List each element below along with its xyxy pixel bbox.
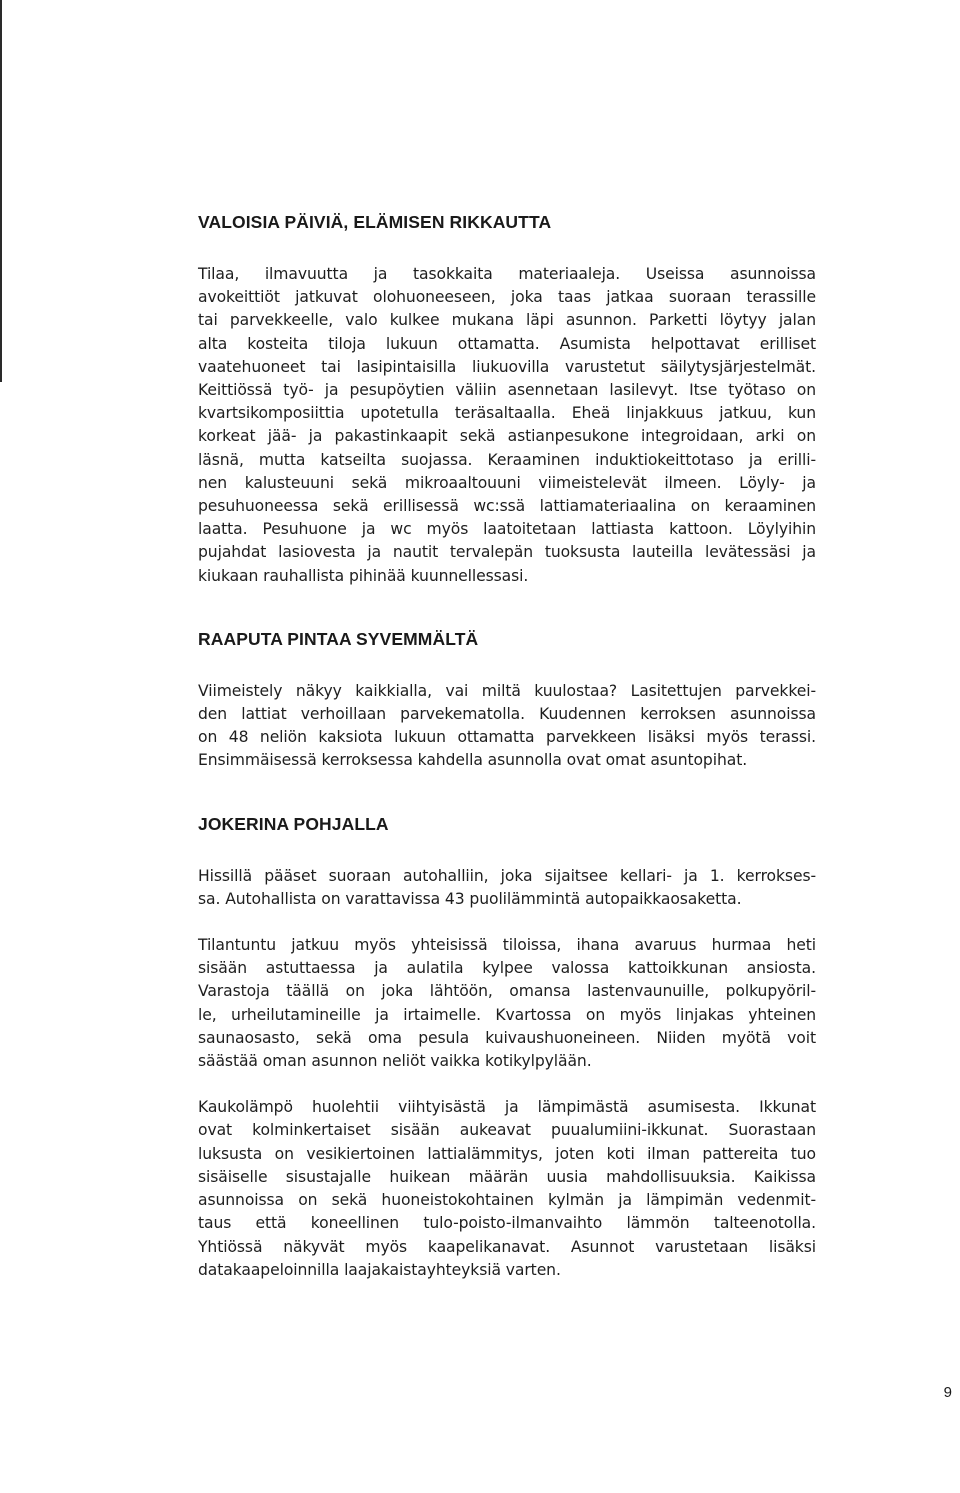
paragraph-gap: [198, 1073, 816, 1096]
text-line: säästää oman asunnon neliöt vaikka kotikylpylään.: [198, 1052, 592, 1071]
text-line: laatta. Pesuhuone ja wc myös laatoitetaan lattiasta kattoon. Löylyihin: [198, 520, 816, 539]
text-line: kvartsikomposiittia upotetulla teräsaltaalla. Eheä linjakkuus jatkuu, kun: [198, 404, 816, 423]
text-line: den lattiat verhoillaan parvekematolla. Kuudennen kerroksen asunnoissa: [198, 705, 816, 724]
text-line: pesuhuoneessa sekä erillisessä wc:ssä lattiamateriaalina on keraaminen: [198, 497, 816, 516]
text-line: Hissillä pääset suoraan autohalliin, joka sijaitsee kellari- ja 1. kerrokses-: [198, 866, 816, 885]
text-line: le, urheilutamineille ja irtaimelle. Kvartossa on myös linjakas yhteinen: [198, 1005, 816, 1024]
text-line: ovat kolminkertaiset sisään aukeavat puualumiini-ikkunat. Suorastaan: [198, 1121, 816, 1140]
text-line: datakaapeloinnilla laajakaistayhteyksiä varten.: [198, 1260, 561, 1279]
paragraph: [198, 1096, 816, 1282]
text-line: nen kalusteuuni sekä mikroaaltouuni viimeistelevät ilmeen. Löyly- ja: [198, 473, 816, 492]
paragraph: [198, 865, 816, 911]
text-line: sisään astuttaessa ja aulatila kylpee valossa kattoikkunan ansiosta.: [198, 959, 816, 978]
page-edge-line: [0, 0, 2, 382]
paragraph: [198, 263, 816, 588]
page-number: 9: [943, 1384, 952, 1401]
text-line: korkeat jää- ja pakastinkaapit sekä astianpesukone integroidaan, arki on: [198, 427, 816, 446]
section-heading: RAAPUTA PINTAA SYVEMMÄLTÄ: [198, 628, 479, 649]
section-gap: [198, 773, 816, 810]
text-line: alta kosteita tiloja lukuun ottamatta. Asumista helpottavat erilliset: [198, 334, 816, 353]
paragraph: [198, 680, 816, 773]
text-line: Tilantuntu jatkuu myös yhteisissä tiloissa, ihana avaruus hurmaa heti: [198, 936, 816, 955]
text-line: tai parvekkeelle, valo kulkee mukana läpi asunnon. Parketti löytyy jalan: [198, 311, 816, 330]
text-line: kiukaan rauhallista pihinää kuunnellessasi.: [198, 566, 529, 585]
text-line: pujahdat lasiovesta ja nautit tervalepän tuoksusta lauteilla levätessäsi ja: [198, 543, 816, 562]
text-line: sa. Autohallista on varattavissa 43 puolilämmintä autopaikkaosaketta.: [198, 889, 742, 908]
text-line: Ensimmäisessä kerroksessa kahdella asunnolla ovat omat asuntopihat.: [198, 751, 748, 770]
text-line: on 48 neliön kaksiota lukuun ottamatta parvekkeen lisäksi myös terassi.: [198, 728, 816, 747]
text-line: asunnoissa on sekä huoneistokohtainen kylmän ja lämpimän vedenmit-: [198, 1191, 816, 1210]
text-line: luksusta on vesikiertoinen lattialämmitys, joten koti ilman pattereita tuo: [198, 1144, 816, 1163]
text-line: Viimeistely näkyy kaikkialla, vai miltä kuulostaa? Lasitettujen parvekkei-: [198, 681, 816, 700]
section-heading: JOKERINA POHJALLA: [198, 813, 389, 834]
text-line: Keittiössä työ- ja pesupöytien väliin asennetaan lasilevyt. Itse työtaso on: [198, 381, 816, 400]
text-line: Kaukolämpö huolehtii viihtyisästä ja lämpimästä asumisesta. Ikkunat: [198, 1098, 816, 1117]
text-line: Yhtiössä näkyvät myös kaapelikanavat. Asunnot varustetaan lisäksi: [198, 1237, 816, 1256]
text-line: Tilaa, ilmavuutta ja tasokkaita materiaaleja. Useissa asunnoissa: [198, 265, 816, 283]
text-line: vaatehuoneet tai lasipintaisilla liukuovilla varustetut säilytysjärjestelmät.: [198, 357, 816, 376]
text-line: Varastoja täällä on joka lähtöön, omansa lastenvaunuille, polkupyöril-: [198, 982, 816, 1001]
section-heading: VALOISIA PÄIVIÄ, ELÄMISEN RIKKAUTTA: [198, 212, 552, 232]
text-line: taus että koneellinen tulo-poisto-ilmanvaihto lämmön talteenotolla.: [198, 1214, 816, 1233]
paragraph-gap: [198, 911, 816, 934]
text-line: läsnä, mutta katseilta suojassa. Keraaminen induktiokeittotaso ja erilli-: [198, 450, 816, 469]
text-line: avokeittiöt jatkuvat olohuoneeseen, joka taas jatkaa suoraan terassille: [198, 288, 816, 307]
document-body: [198, 208, 816, 1282]
text-line: sisäiselle sisustajalle huikean määrän uusia mahdollisuuksia. Kaikissa: [198, 1167, 816, 1186]
section-gap: [198, 588, 816, 625]
paragraph: [198, 934, 816, 1073]
text-line: saunaosasto, sekä oma pesula kuivaushuoneineen. Niiden myötä voit: [198, 1028, 816, 1047]
